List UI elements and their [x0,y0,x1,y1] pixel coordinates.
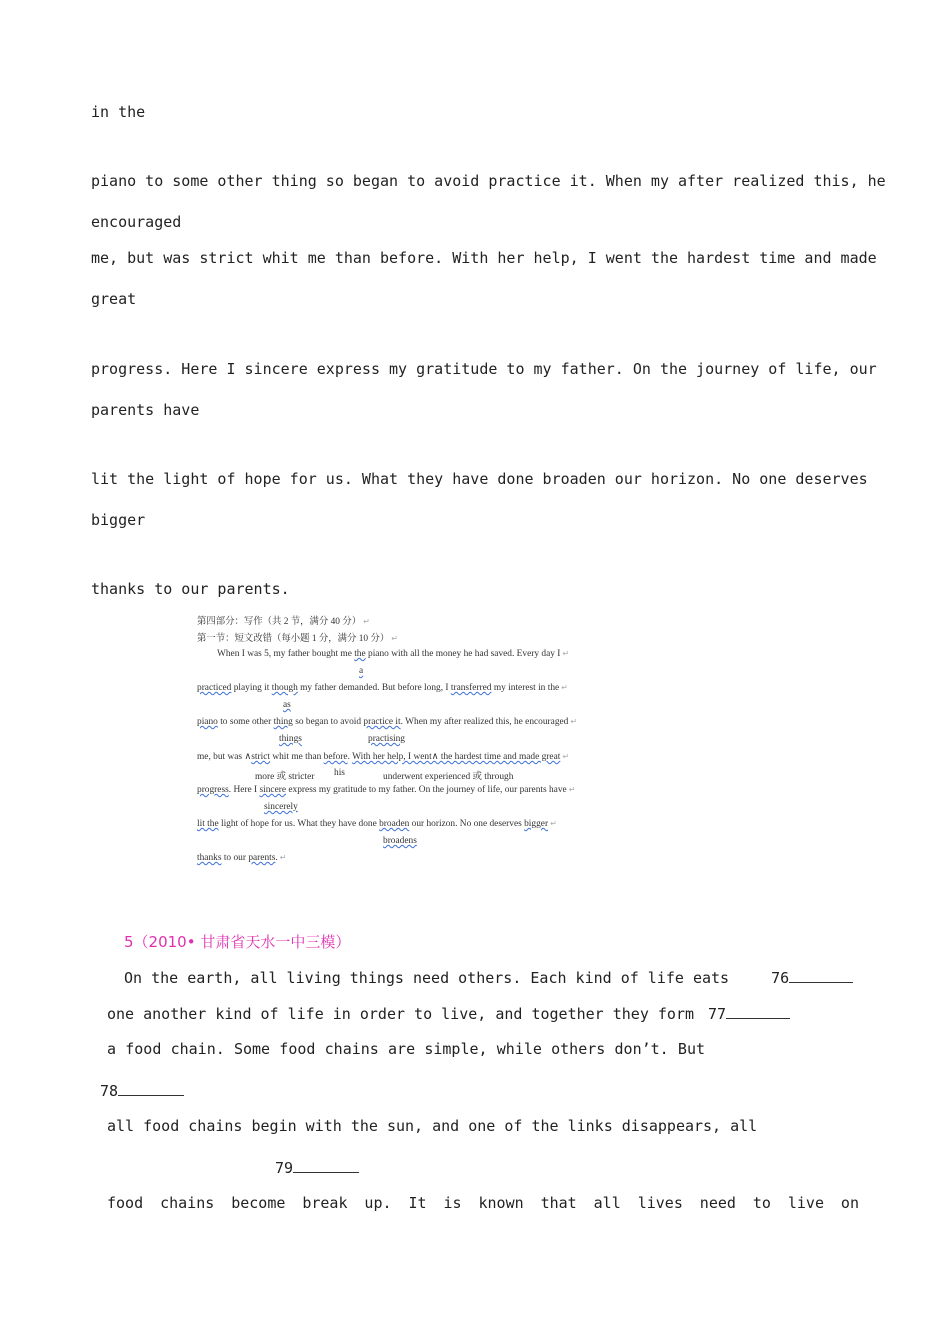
answer-row-7: thanks to our parents. ↵ [197,853,287,863]
answer-row-2: practiced playing it though my father demanded. But before long, I transferred my interest in the ↵ [197,683,568,693]
blank-78-number: 78 [100,1082,119,1100]
question-blank-78-line [100,1081,184,1100]
question-heading: 5（2010• 甘肃省天水一中三模） [124,933,351,951]
passage-line-4: me, but was strict whit me than before. With her help, I went the hardest time and made [91,249,877,267]
answer-key-image [193,608,593,870]
answer-row-6: lit the light of hope for us. What they have done broaden our horizon. No one deserves bigger ↵ [197,819,557,829]
blank-77[interactable] [726,1004,790,1019]
answer-header-1: 第四部分：写作（共 2 节，满分 40 分） ↵ [197,617,370,627]
question-blank-79-line [275,1158,359,1177]
question-line-5: food chains become break up. It is known that all lives need to live on [107,1194,859,1212]
passage-line-1: in the [91,103,146,121]
passage-line-9: bigger [91,511,146,529]
blank-79[interactable] [293,1158,359,1173]
answer-row-4: me, but was ∧strict whit me than before. With her help, I went∧ the hardest time and made great ↵ [197,752,570,762]
question-line-4: all food chains begin with the sun, and one of the links disappears, all [107,1117,758,1135]
blank-77-number: 77 [708,1005,727,1023]
correction-practising: practising [368,734,405,744]
question-line-1: On the earth, all living things need others. Each kind of life eats 76 [124,968,853,987]
passage-line-8: lit the light of hope for us. What they have done broaden our horizon. No one deserves [91,470,868,488]
passage-line-6: progress. Here I sincere express my gratitude to my father. On the journey of life, our [91,360,877,378]
answer-row-3: piano to some other thing so began to avoid practice it. When my after realized this, he encouraged ↵ [197,717,578,727]
passage-line-5: great [91,290,137,308]
passage-line-3: encouraged [91,213,182,231]
answer-row-5: progress. Here I sincere express my gratitude to my father. On the journey of life, our parents have ↵ [197,785,576,795]
passage-line-7: parents have [91,401,200,419]
correction-as: as [283,700,291,710]
correction-his: his [334,768,345,778]
correction-underwent: underwent experienced 或 through [383,772,514,782]
answer-row-1: When I was 5, my father bought me the piano with all the money he had saved. Every day I ↵ [217,649,570,659]
question-line-2: one another kind of life in order to live, and together they form 77 [107,1004,790,1023]
blank-79-number: 79 [275,1159,294,1177]
correction-a: a [359,666,364,676]
passage-line-10: thanks to our parents. [91,580,290,598]
correction-sincerely: sincerely [264,802,298,812]
blank-78[interactable] [118,1081,184,1096]
correction-things: things [279,734,302,744]
question-line-3: a food chain. Some food chains are simple, while others don’t. But [107,1040,705,1058]
blank-76[interactable] [789,968,853,983]
correction-broadens: broadens [383,836,417,846]
passage-line-2: piano to some other thing so began to avoid practice it. When my after realized this, he [91,172,886,190]
blank-76-number: 76 [771,969,790,987]
answer-header-2: 第一节：短文改错（每小题 1 分，满分 10 分） ↵ [197,634,398,644]
correction-more-stricter: more 或 stricter [255,772,315,782]
